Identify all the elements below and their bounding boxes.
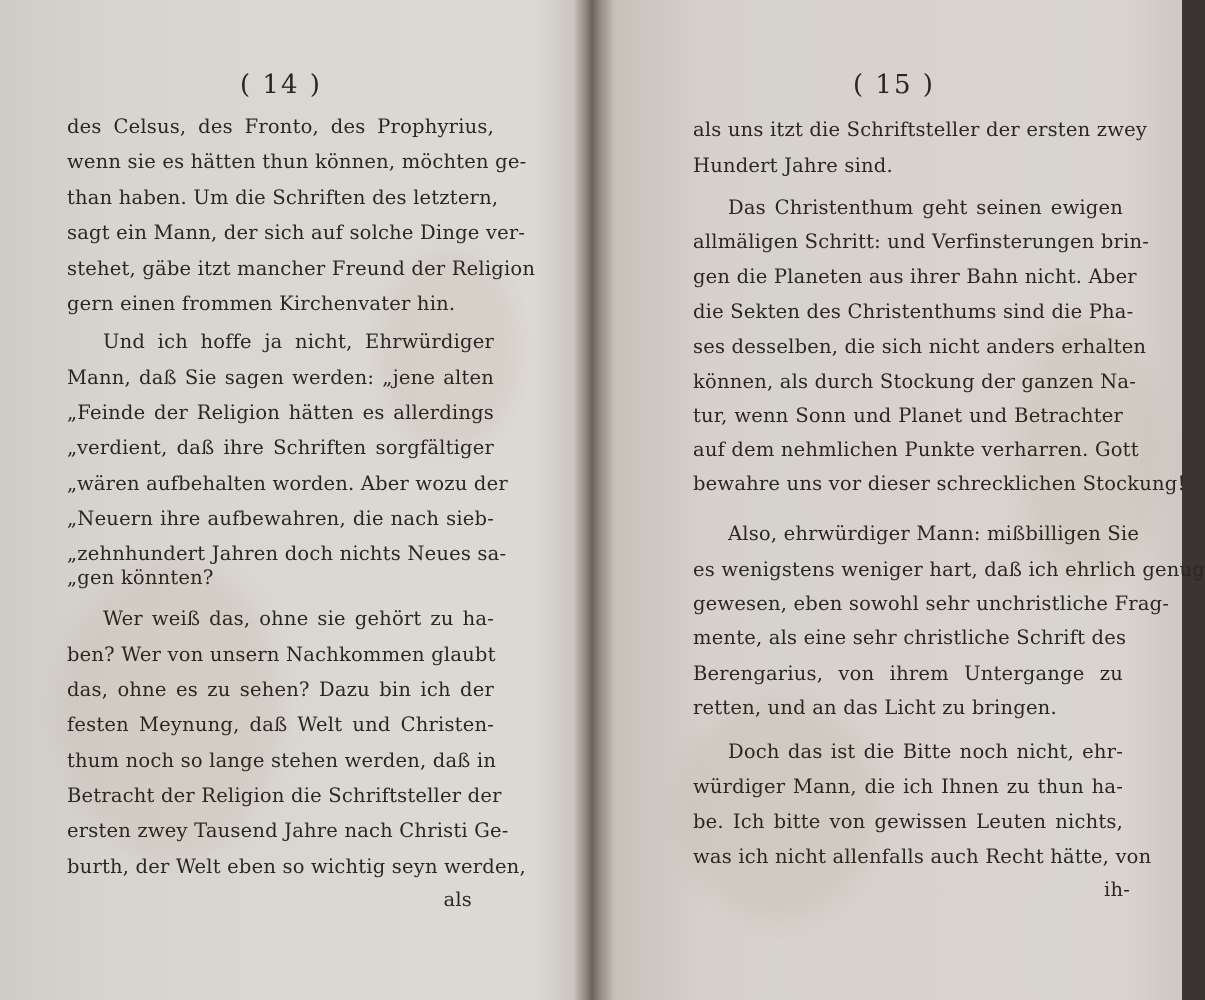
text-line: ses desselben, die sich nicht anders erhalten <box>693 335 1147 358</box>
text-line: „verdient, daß ihre Schriften sorgfältiger <box>67 436 494 459</box>
text-line: Also, ehrwürdiger Mann: mißbilligen Sie <box>728 522 1140 545</box>
text-line: „zehnhundert Jahren doch nichts Neues sa- <box>67 542 507 565</box>
text-line: die Sekten des Christenthums sind die Pha- <box>693 300 1134 323</box>
text-line: was ich nicht allenfalls auch Recht hätte, von <box>693 845 1152 868</box>
left-page <box>0 0 585 1000</box>
text-line: ben? Wer von unsern Nachkommen glaubt <box>67 643 496 666</box>
text-line: es wenigstens weniger hart, daß ich ehrlich genug <box>693 558 1205 581</box>
text-line: gern einen frommen Kirchenvater hin. <box>67 292 456 315</box>
right-page <box>598 0 1205 1000</box>
text-line: auf dem nehmlichen Punkte verharren. Gott <box>693 438 1139 461</box>
page-number: ( 14 ) <box>240 70 322 100</box>
text-line: „Neuern ihre aufbewahren, die nach sieb- <box>67 507 494 530</box>
text-line: gen die Planeten aus ihrer Bahn nicht. Aber <box>693 265 1137 288</box>
text-line: ersten zwey Tausend Jahre nach Christi Ge- <box>67 819 509 842</box>
catchword: als <box>443 888 472 911</box>
text-line: können, als durch Stockung der ganzen Na- <box>693 370 1137 393</box>
text-line: als uns itzt die Schriftsteller der ersten zwey <box>693 118 1148 141</box>
text-line: Und ich hoffe ja nicht, Ehrwürdiger <box>103 330 494 353</box>
page-number: ( 15 ) <box>853 70 935 100</box>
text-line: thum noch so lange stehen werden, daß in <box>67 749 497 772</box>
text-line: Mann, daß Sie sagen werden: „jene alten <box>67 366 494 389</box>
text-line: „wären aufbehalten worden. Aber wozu der <box>67 472 508 495</box>
text-line: wenn sie es hätten thun können, möchten ge- <box>67 150 527 173</box>
text-line: tur, wenn Sonn und Planet und Betrachter <box>693 404 1123 427</box>
text-line: stehet, gäbe itzt mancher Freund der Religion <box>67 257 536 280</box>
text-line: Doch das ist die Bitte noch nicht, ehr- <box>728 740 1123 763</box>
text-line: Betracht der Religion die Schriftsteller der <box>67 784 502 807</box>
text-line: des Celsus, des Fronto, des Prophyrius, <box>67 115 494 138</box>
text-line: festen Meynung, daß Welt und Christen- <box>67 713 494 736</box>
text-line: Das Christenthum geht seinen ewigen <box>728 196 1123 219</box>
text-line: das, ohne es zu sehen? Dazu bin ich der <box>67 678 494 701</box>
text-line: allmäligen Schritt: und Verfinsterungen brin- <box>693 230 1150 253</box>
text-line: sagt ein Mann, der sich auf solche Dinge ver- <box>67 221 526 244</box>
text-line: be. Ich bitte von gewissen Leuten nichts, <box>693 810 1123 833</box>
paper-stain <box>60 560 280 860</box>
text-line: „Feinde der Religion hätten es allerdings <box>67 401 494 424</box>
text-line: mente, als eine sehr christliche Schrift des <box>693 626 1127 649</box>
text-line: burth, der Welt eben so wichtig seyn werden, <box>67 855 526 878</box>
text-line: würdiger Mann, die ich Ihnen zu thun ha- <box>693 775 1123 798</box>
text-line: Berengarius, von ihrem Untergange zu <box>693 662 1123 685</box>
catchword: ih- <box>1104 878 1130 901</box>
text-line: bewahre uns vor dieser schrecklichen Stockung! <box>693 472 1186 495</box>
text-line: than haben. Um die Schriften des letztern, <box>67 186 499 209</box>
text-line: „gen könnten? <box>67 566 214 589</box>
text-line: Hundert Jahre sind. <box>693 154 893 177</box>
text-line: gewesen, eben sowohl sehr unchristliche Frag- <box>693 592 1170 615</box>
text-line: retten, und an das Licht zu bringen. <box>693 696 1057 719</box>
text-line: Wer weiß das, ohne sie gehört zu ha- <box>103 607 494 630</box>
